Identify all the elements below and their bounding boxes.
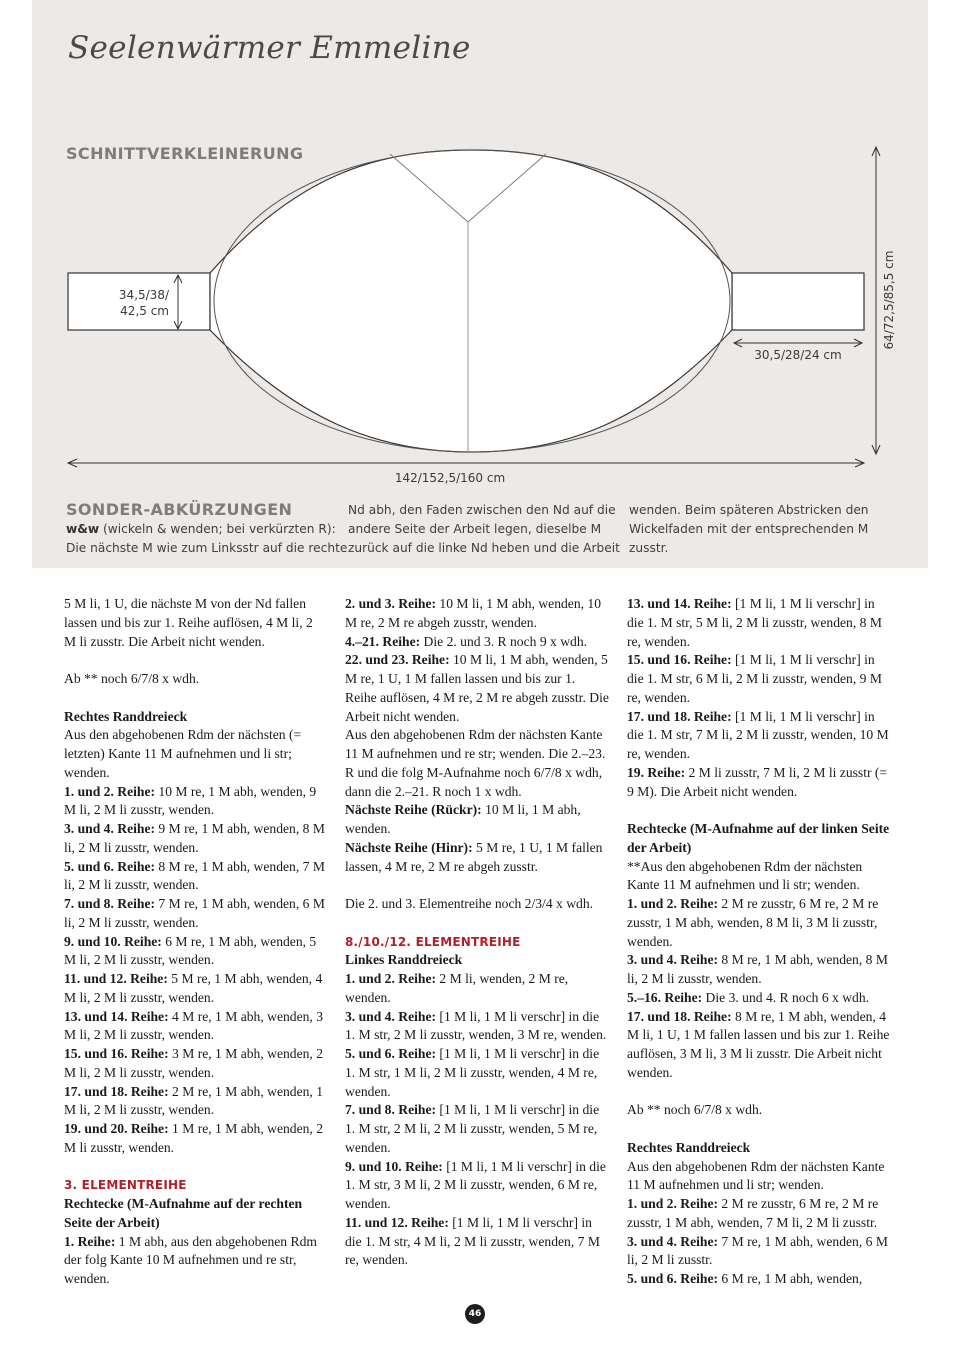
spacer: [627, 1120, 893, 1139]
instruction-label: 2. und 3. Reihe:: [345, 596, 437, 611]
instruction-label: Nächste Reihe (Hinr):: [345, 839, 473, 855]
instruction-text: 10 M li, 1 M abh, wenden.: [345, 802, 581, 836]
instruction-text: 5 M re, 1 M abh, wenden, 4 M li, 2 M li zusstr, wenden.: [64, 971, 323, 1005]
cuff-right: [732, 273, 864, 330]
instruction-label: 4.–21. Reihe:: [345, 633, 421, 649]
instruction-text: 10 M li, 1 M abh, wenden, 5 M re, 1 U, 1 M fallen lassen und bis zur 1. Reihe auflösen, 4 M re, 2 M re abgeh zusstr. Die Arbeit nicht wenden.: [345, 652, 609, 724]
spacer: [345, 914, 609, 933]
instruction-label: Nächste Reihe (Rückr):: [345, 802, 482, 818]
instruction-paragraph: [627, 595, 893, 651]
instruction-paragraph: [64, 970, 328, 1008]
instruction-paragraph: [345, 633, 609, 652]
instruction-label: 11. und 12. Reihe:: [345, 1214, 449, 1230]
instruction-label: Linkes Randdreieck: [345, 952, 463, 968]
instruction-text: 5 M re, 1 U, 1 M fallen lassen, 4 M re, 2 M re abgeh zusstr.: [345, 839, 603, 874]
instruction-label: Rechtecke (M-Aufnahme auf der rechten Seite der Arbeit): [64, 1196, 303, 1230]
instruction-paragraph: [64, 1083, 328, 1121]
instruction-label: 13. und 14. Reihe:: [64, 1008, 169, 1024]
section-heading-abbrev: SONDER-ABKÜRZUNGEN: [66, 500, 293, 519]
instruction-paragraph: [64, 1045, 328, 1083]
instruction-paragraph: [345, 651, 609, 726]
instruction-text: 2 M re zusstr, 6 M re, 2 M re zusstr, 1 M abh, wenden, 8 M li, 3 M li zusstr, wenden.: [627, 896, 879, 949]
instruction-paragraph: [345, 1101, 609, 1157]
instruction-paragraph: [345, 895, 609, 914]
dim-height: 64/72,5/85,5 cm: [882, 250, 896, 350]
abbrev-col-3: [629, 501, 869, 558]
row-section-heading: 8./10./12. ELEMENTREIHE: [345, 934, 521, 949]
instruction-text: 10 M li, 1 M abh, wenden, 10 M re, 2 M re abgeh zusstr, wenden.: [345, 596, 602, 630]
instruction-paragraph: [627, 895, 893, 951]
instruction-paragraph: [64, 783, 328, 821]
spacer: [627, 1083, 893, 1102]
instruction-paragraph: [64, 933, 328, 971]
instruction-paragraph: [345, 970, 609, 1008]
instruction-label: Rechtes Randdreieck: [64, 708, 188, 724]
instruction-label: 3. und 4. Reihe:: [64, 821, 156, 836]
spacer: [64, 651, 328, 670]
instruction-label: 9. und 10. Reihe:: [64, 933, 162, 949]
page-number: 46: [465, 1304, 485, 1324]
instruction-paragraph: [627, 951, 893, 989]
instruction-paragraph: [627, 1158, 893, 1196]
instruction-text: 5 M li, 1 U, die nächste M von der Nd fallen lassen und bis zur 1. Reihe auflösen, 4 M li, 2 M li zusstr. Die Arbeit nicht wenden.: [64, 596, 313, 649]
instruction-label: 7. und 8. Reihe:: [345, 1102, 437, 1118]
instruction-label: Rechtecke (M-Aufnahme auf der linken Seite der Arbeit): [627, 821, 890, 855]
garment-diagram: [32, 0, 928, 568]
spacer: [64, 1158, 328, 1177]
spacer: [627, 801, 893, 820]
instruction-text: 8 M re, 1 M abh, wenden, 8 M li, 2 M li zusstr, wenden.: [627, 952, 888, 986]
instruction-label: 19. Reihe:: [627, 764, 686, 780]
instruction-paragraph: [64, 858, 328, 896]
instruction-text: **Aus den abgehobenen Rdm der nächsten Kante 11 M aufnehmen und li str; wenden.: [627, 858, 863, 893]
instruction-text: 6 M re, 1 M abh, wenden,: [718, 1271, 863, 1286]
instruction-label: 15. und 16. Reihe:: [627, 652, 732, 668]
dim-cuff-left-1: 34,5/38/: [118, 288, 169, 302]
abbrev-line: [66, 520, 347, 539]
instruction-paragraph: [345, 595, 609, 633]
instruction-text: [1 M li, 1 M li verschr] in die 1. M str, 7 M li, 2 M li zusstr, wenden, 10 M re, wenden.: [627, 708, 889, 761]
instruction-label: 19. und 20. Reihe:: [64, 1121, 169, 1136]
instruction-text: 9 M re, 1 M abh, wenden, 8 M li, 2 M li zusstr, wenden.: [64, 821, 325, 855]
instruction-paragraph: [345, 726, 609, 801]
instruction-text: Aus den abgehobenen Rdm der nächsten Kante 11 M aufnehmen und li str; wenden.: [627, 1158, 885, 1193]
abbrev-line: wenden. Beim späteren Abstricken den: [629, 503, 869, 517]
instruction-text: 2 M re, 1 M abh, wenden, 1 M li, 2 M li zusstr, wenden.: [64, 1083, 324, 1118]
instruction-label: 5.–16. Reihe:: [627, 989, 703, 1005]
instruction-paragraph: [64, 708, 328, 727]
instruction-label: 11. und 12. Reihe:: [64, 971, 168, 986]
instruction-label: 17. und 18. Reihe:: [64, 1083, 169, 1099]
abbrev-col-1: [66, 520, 347, 558]
instruction-paragraph: [627, 989, 893, 1008]
abbrev-line: Die nächste M wie zum Linksstr auf die rechte: [66, 541, 348, 555]
instruction-text: Aus den abgehobenen Rdm der nächsten (= letzten) Kante 11 M aufnehmen und li str; wenden.: [64, 727, 302, 780]
instruction-text: [1 M li, 1 M li verschr] in die 1. M str, 2 M li zusstr, wenden, 3 M re, wenden.: [345, 1008, 607, 1043]
abbrev-term: w&w: [66, 522, 100, 536]
instruction-label: 17. und 18. Reihe:: [627, 1008, 732, 1024]
instruction-label: 7. und 8. Reihe:: [64, 896, 156, 911]
abbrev-line: zusstr.: [629, 541, 669, 555]
instruction-paragraph: [627, 1233, 893, 1271]
text-column-1: [64, 595, 328, 1289]
instruction-label: 17. und 18. Reihe:: [627, 708, 732, 724]
instruction-label: 1. und 2. Reihe:: [627, 896, 719, 911]
instruction-text: 8 M re, 1 M abh, wenden, 4 M li, 1 U, 1 M fallen lassen und bis zur 1. Reihe auflösen, 3 M li, 3 M li zusstr. Die Arbeit nicht wenden.: [627, 1008, 890, 1080]
instruction-paragraph: [627, 1101, 893, 1120]
instruction-text: [1 M li, 1 M li verschr] in die 1. M str, 5 M li, 2 M li zusstr, wenden, 8 M re, wenden.: [627, 596, 882, 649]
abbrev-line: zurück auf die linke Nd heben und die Arbeit: [348, 541, 620, 555]
text-column-2: [345, 595, 609, 1270]
instruction-paragraph: [64, 1233, 328, 1289]
instruction-label: 3. und 4. Reihe:: [627, 1233, 719, 1249]
instruction-text: [1 M li, 1 M li verschr] in die 1. M str, 1 M li, 2 M li zusstr, wenden, 4 M re, wenden.: [345, 1046, 600, 1099]
instruction-text: 1 M abh, aus den abgehobenen Rdm der folg Kante 10 M aufnehmen und re str, wenden.: [64, 1233, 317, 1286]
instruction-label: Rechtes Randdreieck: [627, 1139, 751, 1155]
instruction-label: 3. und 4. Reihe:: [627, 952, 719, 968]
spacer: [345, 876, 609, 895]
instruction-paragraph: [64, 1008, 328, 1046]
instruction-text: [1 M li, 1 M li verschr] in die 1. M str, 3 M li, 2 M li zusstr, wenden, 6 M re, wenden.: [345, 1158, 606, 1211]
instruction-text: 7 M re, 1 M abh, wenden, 6 M li, 2 M li zusstr, wenden.: [64, 896, 325, 930]
instruction-label: 1. und 2. Reihe:: [627, 1196, 719, 1211]
instruction-paragraph: [64, 726, 328, 782]
instruction-paragraph: [64, 670, 328, 689]
instruction-paragraph: [345, 951, 609, 970]
instruction-paragraph: [345, 839, 609, 877]
instruction-label: 1. und 2. Reihe:: [64, 783, 156, 799]
instruction-text: Ab ** noch 6/7/8 x wdh.: [627, 1102, 763, 1118]
page-title: Seelenwärmer Emmeline: [68, 30, 471, 66]
row-section-heading: 3. ELEMENTREIHE: [64, 1178, 187, 1193]
abbrev-line: Wickelfaden mit der entsprechenden M: [629, 522, 869, 536]
section-heading-schnitt: SCHNITTVERKLEINERUNG: [66, 144, 304, 163]
abbrev-line: andere Seite der Arbeit legen, dieselbe M: [348, 522, 602, 536]
instruction-label: 1. und 2. Reihe:: [345, 971, 437, 986]
instruction-paragraph: [345, 1008, 609, 1046]
instruction-label: 15. und 16. Reihe:: [64, 1046, 169, 1061]
instruction-paragraph: [627, 1139, 893, 1158]
instruction-label: 13. und 14. Reihe:: [627, 596, 732, 611]
instruction-paragraph: [64, 1195, 328, 1233]
instruction-text: 3 M re, 1 M abh, wenden, 2 M li, 2 M li zusstr, wenden.: [64, 1046, 324, 1080]
instruction-text: 2 M li, wenden, 2 M re, wenden.: [345, 971, 569, 1005]
instruction-paragraph: [627, 858, 893, 896]
instruction-paragraph: [345, 1158, 609, 1214]
instruction-paragraph: [627, 708, 893, 764]
abbrev-line: Nd abh, den Faden zwischen den Nd auf die: [348, 503, 616, 517]
instruction-label: 5. und 6. Reihe:: [345, 1046, 437, 1061]
instruction-paragraph: [345, 1214, 609, 1270]
pattern-panel: [32, 0, 928, 568]
instruction-paragraph: [64, 820, 328, 858]
instruction-text: 7 M re, 1 M abh, wenden, 6 M li, 2 M li zusstr.: [627, 1233, 888, 1268]
instruction-text: [1 M li, 1 M li verschr] in die 1. M str, 6 M li, 2 M li zusstr, wenden, 9 M re, wenden.: [627, 652, 882, 705]
instruction-label: 22. und 23. Reihe:: [345, 652, 450, 668]
instruction-label: 9. und 10. Reihe:: [345, 1158, 443, 1174]
abbrev-text: (wickeln & wenden; bei verkürzten R):: [99, 522, 336, 536]
instruction-paragraph: [627, 1270, 893, 1289]
instruction-text: 1 M re, 1 M abh, wenden, 2 M li zusstr, wenden.: [64, 1121, 324, 1155]
instruction-text: Die 3. und 4. R noch 6 x wdh.: [702, 989, 870, 1005]
dim-cuff-left-2: 42,5 cm: [120, 304, 169, 318]
instruction-paragraph: [64, 595, 328, 651]
instruction-paragraph: [627, 651, 893, 707]
instruction-text: 6 M re, 1 M abh, wenden, 5 M li, 2 M li zusstr, wenden.: [64, 933, 317, 968]
instruction-text: Die 2. und 3. R noch 9 x wdh.: [420, 633, 588, 649]
instruction-text: 8 M re, 1 M abh, wenden, 7 M li, 2 M li zusstr, wenden.: [64, 858, 325, 893]
instruction-paragraph: [345, 801, 609, 839]
instruction-text: 2 M li zusstr, 7 M li, 2 M li zusstr (= 9 M). Die Arbeit nicht wenden.: [627, 764, 888, 799]
instruction-paragraph: [627, 764, 893, 802]
text-column-3: [627, 595, 893, 1289]
instruction-text: 10 M re, 1 M abh, wenden, 9 M li, 2 M li zusstr, wenden.: [64, 783, 317, 818]
instruction-paragraph: [345, 1045, 609, 1101]
instruction-label: 5. und 6. Reihe:: [64, 858, 156, 874]
instruction-text: Die 2. und 3. Elementreihe noch 2/3/4 x wdh.: [345, 896, 594, 911]
instruction-text: [1 M li, 1 M li verschr] in die 1. M str, 4 M li, 2 M li zusstr, wenden, 7 M re, wenden.: [345, 1214, 600, 1268]
spacer: [64, 689, 328, 708]
instruction-text: 4 M re, 1 M abh, wenden, 3 M li, 2 M li zusstr, wenden.: [64, 1008, 324, 1043]
instruction-text: [1 M li, 1 M li verschr] in die 1. M str, 2 M li, 2 M li zusstr, wenden, 5 M re, wenden.: [345, 1102, 600, 1155]
instruction-label: 1. Reihe:: [64, 1233, 116, 1249]
instruction-text: 2 M re zusstr, 6 M re, 2 M re zusstr, 1 M abh, wenden, 7 M li, 2 M li zusstr.: [627, 1196, 879, 1230]
instruction-paragraph: [627, 1195, 893, 1233]
dim-width: 142/152,5/160 cm: [394, 471, 506, 485]
instruction-label: 5. und 6. Reihe:: [627, 1271, 719, 1286]
abbrev-col-2: [348, 501, 620, 558]
instruction-label: 3. und 4. Reihe:: [345, 1008, 437, 1024]
dim-cuff-right: 30,5/28/24 cm: [754, 348, 842, 362]
instruction-text: Aus den abgehobenen Rdm der nächsten Kante 11 M aufnehmen und re str; wenden. Die 2.–23. R und die folg M-Aufnahme noch 6/7/8 x wdh, dann die 2.–21. R noch 1 x wdh.: [345, 727, 606, 799]
instruction-paragraph: [627, 1008, 893, 1083]
instruction-paragraph: [64, 895, 328, 933]
instruction-paragraph: [64, 1120, 328, 1158]
instruction-paragraph: [627, 820, 893, 858]
instruction-text: Ab ** noch 6/7/8 x wdh.: [64, 671, 200, 686]
